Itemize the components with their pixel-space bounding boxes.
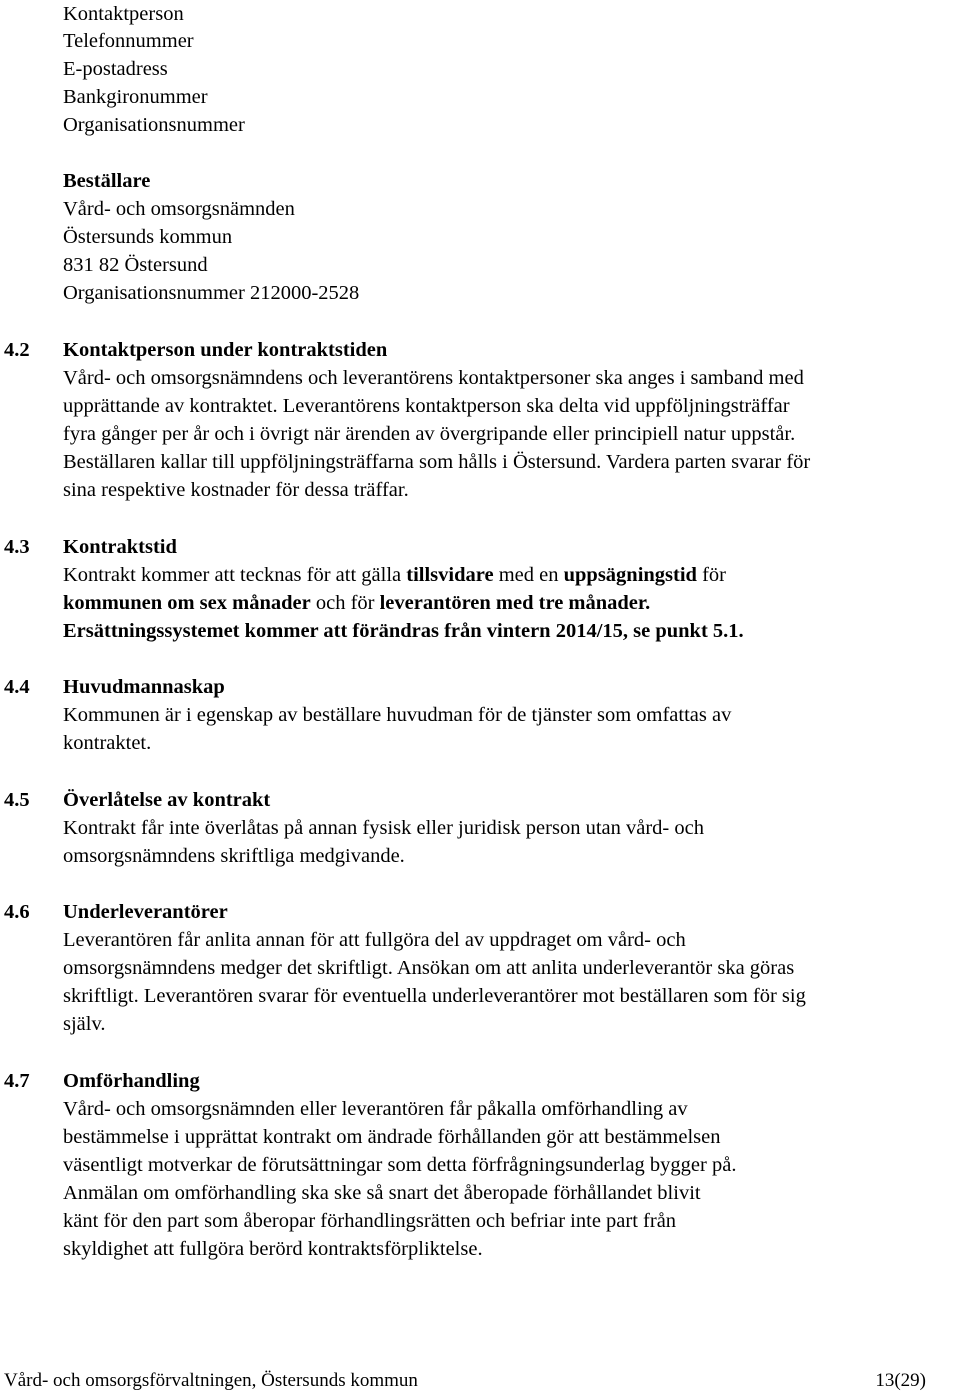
buyer-line: Organisationsnummer 212000-2528	[63, 282, 360, 304]
paragraph-line: kontraktet.	[63, 732, 152, 754]
field-label-email: E-postadress	[63, 58, 168, 80]
section-number: 4.2	[4, 339, 30, 361]
field-label-phone: Telefonnummer	[63, 30, 194, 52]
section-title: Omförhandling	[63, 1070, 200, 1092]
paragraph-line: Beställaren kallar till uppföljningsträffarna som hålls i Östersund. Vardera parten svarar för	[63, 451, 811, 473]
buyer-line: Östersunds kommun	[63, 226, 233, 248]
section-number: 4.5	[4, 789, 30, 811]
paragraph-line: känt för den part som åberopar förhandlingsrätten och befriar inte part från	[63, 1210, 677, 1232]
paragraph-line: Leverantören får anlita annan för att fullgöra del av uppdraget om vård- och	[63, 929, 686, 951]
paragraph-line: Kontrakt får inte överlåtas på annan fysisk eller juridisk person utan vård- och	[63, 817, 704, 839]
text-run: Kontrakt kommer att tecknas för att gälla	[63, 564, 407, 586]
paragraph-line: omsorgsnämndens medger det skriftligt. Ansökan om att anlita underleverantör ska göras	[63, 957, 795, 979]
text-run: och för	[310, 592, 380, 614]
paragraph-line: fyra gånger per år och i övrigt när ärenden av övergripande eller principiell natur uppstår.	[63, 423, 796, 445]
buyer-line: 831 82 Östersund	[63, 254, 208, 276]
paragraph-line: Kommunen är i egenskap av beställare huvudman för de tjänster som omfattas av	[63, 704, 732, 726]
section-number: 4.4	[4, 676, 30, 698]
buyer-heading: Beställare	[63, 170, 151, 192]
paragraph-line: väsentligt motverkar de förutsättningar som detta förfrågningsunderlag bygger på.	[63, 1154, 737, 1176]
paragraph-line: skriftligt. Leverantören svarar för eventuella underleverantörer mot beställaren som för sig	[63, 985, 806, 1007]
paragraph-line	[63, 561, 726, 589]
paragraph-line: Anmälan om omförhandling ska ske så snart det åberopade förhållandet blivit	[63, 1182, 701, 1204]
paragraph-line: upprättande av kontraktet. Leverantörens kontaktperson ska delta vid uppföljningsträffar	[63, 395, 790, 417]
section-number: 4.6	[4, 901, 30, 923]
emphasis-text: leverantören med tre månader.	[379, 592, 651, 614]
paragraph-line: sina respektive kostnader för dessa träffar.	[63, 479, 409, 501]
section-title: Överlåtelse av kontrakt	[63, 789, 271, 811]
field-label-bankgiro: Bankgironummer	[63, 86, 208, 108]
paragraph-line: skyldighet att fullgöra berörd kontraktsförpliktelse.	[63, 1238, 483, 1260]
buyer-line: Vård- och omsorgsnämnden	[63, 198, 295, 220]
paragraph-line: omsorgsnämndens skriftliga medgivande.	[63, 845, 405, 867]
section-number: 4.3	[4, 536, 30, 558]
footer-organization: Vård- och omsorgsförvaltningen, Östersunds kommun	[4, 1370, 418, 1391]
section-number: 4.7	[4, 1070, 30, 1092]
emphasis-text: uppsägningstid	[563, 564, 697, 586]
paragraph-line: själv.	[63, 1013, 106, 1035]
text-run: med en	[493, 564, 564, 586]
paragraph-line	[63, 589, 650, 617]
emphasis-text: kommunen om sex månader	[63, 592, 311, 614]
paragraph-line: bestämmelse i upprättat kontrakt om ändrade förhållanden gör att bestämmelsen	[63, 1126, 721, 1148]
section-title: Underleverantörer	[63, 901, 228, 923]
emphasis-text: tillsvidare	[406, 564, 494, 586]
section-title: Kontraktstid	[63, 536, 177, 558]
page-number: 13(29)	[875, 1370, 926, 1391]
paragraph-line: Ersättningssystemet kommer att förändras från vintern 2014/15, se punkt 5.1.	[63, 620, 744, 642]
field-label-contact-person: Kontaktperson	[63, 3, 184, 25]
paragraph-line: Vård- och omsorgsnämnden eller leverantören får påkalla omförhandling av	[63, 1098, 688, 1120]
field-label-org-number: Organisationsnummer	[63, 114, 245, 136]
paragraph-line: Vård- och omsorgsnämndens och leverantörens kontaktpersoner ska anges i samband med	[63, 367, 804, 389]
text-run: för	[696, 564, 726, 586]
section-title: Huvudmannaskap	[63, 676, 225, 698]
section-title: Kontaktperson under kontraktstiden	[63, 339, 388, 361]
